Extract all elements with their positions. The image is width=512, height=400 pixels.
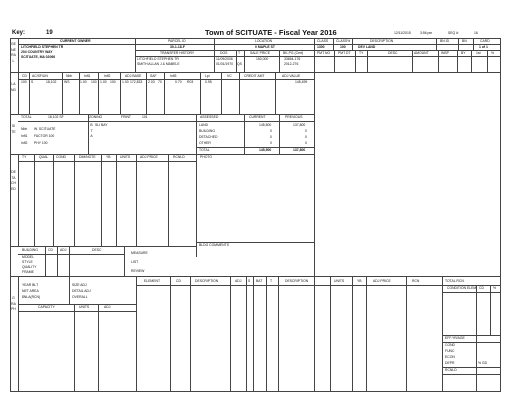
print-date: 12/11/2015: [394, 31, 411, 35]
class-pct-heading: CLASS%: [336, 39, 351, 43]
infl2-value: PHY 100: [34, 141, 48, 145]
nbh-label: Nbh: [21, 127, 28, 131]
capacity-adj: ADJ: [104, 305, 111, 309]
assessed-land-label: LAND: [199, 123, 209, 127]
card-value: 1 of 1: [479, 45, 488, 49]
assessed-col-current: CURRENT: [249, 115, 266, 119]
description-value: DEV LAND: [358, 45, 376, 49]
assessed-other-current: 0: [270, 141, 272, 145]
assessed-other-previous: 0: [305, 141, 307, 145]
card-frame: [10, 38, 501, 392]
land-col-vc: VC: [227, 74, 232, 78]
building-row-frame: FRAME: [22, 270, 34, 274]
element-col-element: ELEMENT: [144, 279, 161, 283]
size-adj-label: SIZE ADJ: [72, 283, 87, 287]
land-infl3: 0.70: [175, 80, 182, 84]
sub-col-rcn: RCN: [412, 279, 420, 283]
infl1-value: FACTOR 100: [34, 134, 55, 138]
permit-col-insp: INSP: [441, 51, 449, 55]
assessed-col-previous: PREVIOUS: [285, 115, 303, 119]
sub-col-units: UNITS: [334, 279, 345, 283]
land-saf: 2.03: [148, 80, 155, 84]
photo-label: PHOTO: [200, 155, 212, 159]
transfer-col-bkpg: BK-PG (Cert): [283, 51, 304, 55]
land-nbh: WS: [64, 80, 70, 84]
capacity-heading: CAPACITY: [38, 305, 55, 309]
land-col-infl3: Infl3: [170, 74, 177, 78]
element-col-description: DESCRIPTION: [195, 279, 219, 283]
land-s: S: [31, 80, 34, 84]
assessed-heading: ASSESSED: [200, 115, 219, 119]
infl1-label: Infl1: [21, 134, 28, 138]
detached-col-qual: QUAL: [39, 155, 49, 159]
element-col-adj: ADJ: [235, 279, 242, 283]
detached-col-dim: DIM/NOTE: [79, 155, 96, 159]
site-code-text: SLI BAY: [95, 123, 108, 127]
graph-side-label: GRAPH: [11, 296, 16, 312]
permit-col-by: BY: [461, 51, 466, 55]
permit-col-desc: DESC: [388, 51, 398, 55]
nla-rcn-label: $NLA(RCN): [22, 295, 41, 299]
land-cd: 100: [21, 80, 27, 84]
infl2-label: Infl2: [21, 141, 28, 145]
permit-col-pmt-dt: PMT DT: [338, 51, 351, 55]
bn-heading: BN: [462, 39, 467, 43]
land-col-infl2: Infl2: [104, 74, 111, 78]
assessed-detached-current: 0: [270, 135, 272, 139]
class-heading: CLASS: [317, 39, 329, 43]
condition-elem-heading: CONDITION ELEM: [447, 286, 477, 290]
land-adj-base: 172,833: [130, 80, 143, 84]
assessed-total-previous: 137,800: [293, 148, 306, 152]
land-col-credit-amt: CREDIT AMT: [244, 74, 265, 78]
detached-col-ty: TY: [22, 155, 27, 159]
land-col-cd: CD: [22, 74, 27, 78]
capacity-units: UNITS: [79, 305, 90, 309]
land-col-infl1: Infl1: [84, 74, 91, 78]
transfer-heading: TRANSFER HISTORY: [160, 51, 195, 55]
card-heading: CARD: [480, 39, 490, 43]
land-side-label: LAND: [11, 82, 16, 92]
assessed-building-current: 0: [270, 129, 272, 133]
assessed-land-previous: 137,800: [293, 123, 306, 127]
overall-label: OVERALL: [72, 295, 88, 299]
transfer-row-2-dos: 01/01/1970: [216, 62, 233, 66]
bldg-comments-label: BLDG COMMENTS: [199, 243, 229, 247]
sub-col-s: S: [248, 279, 251, 283]
land-col-nbh: Nbh: [66, 74, 73, 78]
permit-col-pmt-no: PMT NO: [317, 51, 331, 55]
transfer-row-1-bkpg: 33654-176: [284, 57, 301, 61]
condition-cd-heading: CD: [479, 286, 484, 290]
building-col-cd: CD: [48, 248, 53, 252]
sub-col-t: T: [270, 279, 273, 283]
land-infl2c: 1.00: [122, 80, 129, 84]
transfer-row-1-name: LITCHFIELD STEPHEN TR: [137, 57, 179, 61]
owner-heading: CURRENT OWNER: [60, 39, 91, 43]
permit-col-1st: 1st: [476, 51, 481, 55]
class-pct-value: 100: [340, 45, 346, 49]
owner-line2: 204 COUNTRY WAY: [21, 50, 53, 54]
parcel-value: 30-1-18-F: [170, 45, 185, 49]
land-col-saf: SAF: [150, 74, 157, 78]
seq-label: SEQ #:: [448, 31, 459, 35]
transfer-col-t: T: [238, 51, 241, 55]
detail-adj-label: DETAIL ADJ: [72, 289, 91, 293]
owner-line3: SCITUATE, MA 02066: [21, 55, 56, 59]
location-value: 0 MAPLE ST: [255, 45, 275, 49]
transfer-row-1-dos: 11/09/2006: [216, 57, 233, 61]
total-rcn-heading: TOTAL RCN: [445, 279, 464, 283]
land-col-adj-base: ADJ BASE: [125, 74, 142, 78]
land-adj-value: 145,499: [295, 80, 308, 84]
parcel-heading: PARCEL ID: [168, 39, 186, 43]
permit-col-pct: %: [491, 51, 495, 55]
detached-col-cond: COND: [56, 155, 66, 159]
detached-side-label: DETACHED: [11, 170, 16, 191]
eff-yr-age-label: EFF.YR/AGE: [445, 336, 465, 340]
page-title: Town of SCITUATE - Fiscal Year 2016: [205, 28, 337, 37]
assessed-building-previous: 0: [305, 129, 307, 133]
permit-col-amount: AMOUNT: [414, 51, 429, 55]
land-infl1b: 100: [91, 80, 97, 84]
element-col-cd: CD: [176, 279, 181, 283]
econ-label: ECON: [445, 355, 455, 359]
assessed-total-current: 145,500: [259, 148, 272, 152]
land-saf2: 70: [158, 80, 162, 84]
detached-col-adj-price: ADJ PRICE: [140, 155, 158, 159]
trc-side-label: B T A: [90, 123, 93, 139]
land-area: 18,102: [46, 80, 57, 84]
land-lpi: 0.95: [205, 80, 212, 84]
sub-col-adj-price: ADJ PRICE: [373, 279, 391, 283]
general-side-label: GENERAL: [11, 42, 16, 63]
bn-id-heading: BN ID: [440, 39, 450, 43]
cond-label: COND: [445, 343, 455, 347]
nbh-value: W. SCITUATE: [34, 127, 56, 131]
func-label: FUNC: [445, 349, 455, 353]
assessed-detached-previous: 0: [305, 135, 307, 139]
zoning-label: ZONING: [89, 115, 103, 119]
transfer-row-2-name: SMITH ALLAN J & MABELE: [137, 62, 180, 66]
sub-col-description: DESCRIPTION: [285, 279, 309, 283]
net-area-label: NET AREA: [22, 289, 39, 293]
permit-col-ty: TY: [359, 51, 364, 55]
class-value: 1300: [317, 45, 325, 49]
location-heading: LOCATION: [255, 39, 273, 43]
detached-col-rcnld: RCNLD: [173, 155, 185, 159]
print-time: 3:56 pm: [420, 31, 433, 35]
building-col-building: BUILDING: [22, 248, 39, 252]
key-value: 19: [46, 30, 53, 36]
depr-label: DEPR: [445, 361, 455, 365]
sub-col-yb: YB: [357, 279, 362, 283]
transfer-row-2-t: QS: [237, 62, 242, 66]
measure-label: MEASURE: [131, 251, 148, 255]
detached-col-yb: YB: [106, 155, 111, 159]
year-blt-label: YEAR BLT: [22, 283, 39, 287]
building-col-adj: ADJ: [60, 248, 67, 252]
key-label: Key:: [12, 30, 26, 36]
land-infl2: 1.00: [100, 80, 107, 84]
building-col-desc: DESC: [92, 248, 102, 252]
transfer-col-price: SALE PRICE: [250, 51, 270, 55]
pct-gd-label: % GD: [478, 361, 488, 365]
condition-pct-heading: %: [493, 286, 497, 290]
seq-value: 16: [474, 31, 478, 35]
site-side-label: SITE: [11, 124, 16, 134]
assessed-total-label: TOTAL: [199, 148, 210, 152]
list-label: LIST: [131, 260, 139, 264]
land-col-area: AC/SF/UN: [32, 74, 48, 78]
frint-value: 101: [142, 115, 148, 119]
assessed-other-label: OTHER: [199, 141, 211, 145]
total-label: TOTAL: [21, 115, 32, 119]
sub-col-bat: BAT: [256, 279, 263, 283]
description-heading: DESCRIPTION: [370, 39, 394, 43]
building-row-quality: QUALITY: [22, 265, 37, 269]
transfer-row-1-price: 150,000: [256, 57, 269, 61]
detached-col-units: UNITS: [120, 155, 131, 159]
rcnld-label: RCNLD: [445, 368, 457, 372]
land-infl2b: 100: [110, 80, 116, 84]
land-col-lpi: Lpi: [205, 74, 210, 78]
assessed-land-current: 145,500: [259, 123, 272, 127]
assessed-building-label: BUILDING: [199, 129, 216, 133]
building-row-style: STYLE: [22, 260, 33, 264]
assessed-detached-label: DETACHED: [199, 135, 218, 139]
transfer-row-2-bkpg: 2012-276: [284, 62, 299, 66]
land-infl1: 1.00: [80, 80, 87, 84]
frint-label: FRINT: [121, 115, 131, 119]
land-infl3b: R03: [187, 80, 194, 84]
building-row-model: MODEL: [22, 255, 35, 259]
land-col-adj-value: ADJ VALUE: [282, 74, 301, 78]
owner-line1: LITCHFIELD STEPHEN TR: [21, 45, 64, 49]
total-sf: 18,102 SF: [48, 115, 64, 119]
transfer-col-dos: DOS: [220, 51, 228, 55]
review-label: REVIEW: [131, 269, 145, 273]
